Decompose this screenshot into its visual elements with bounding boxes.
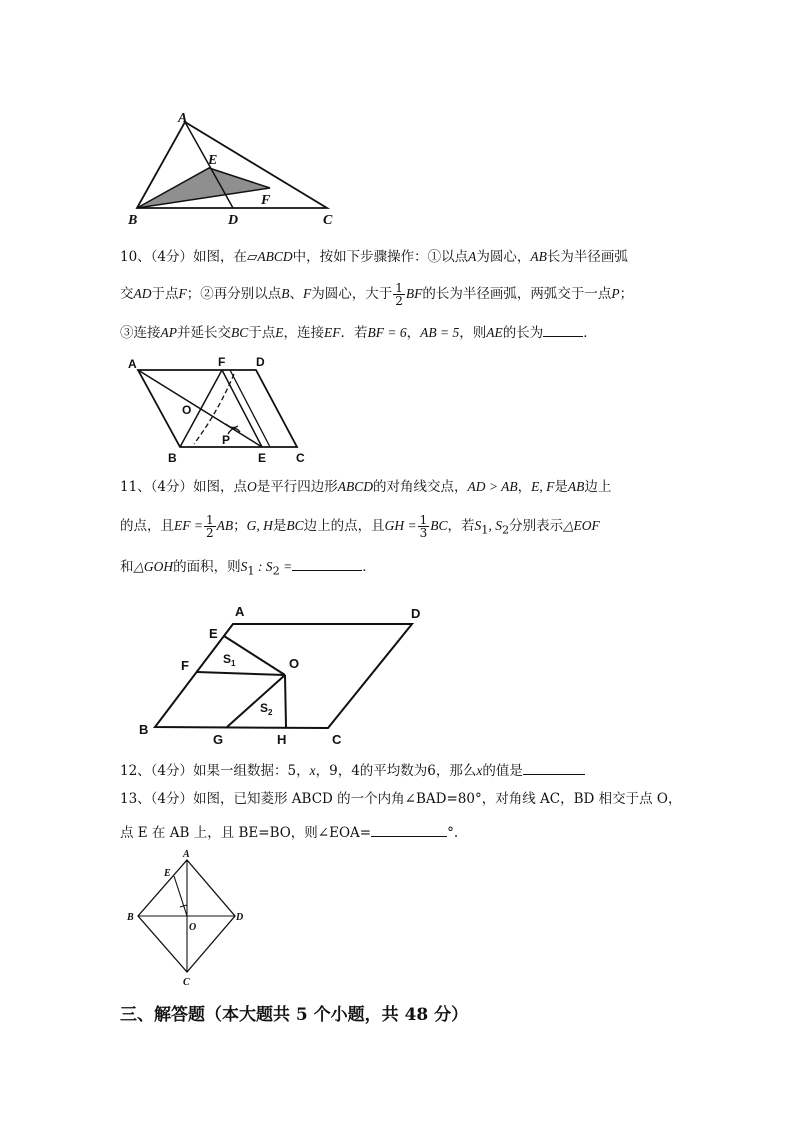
fraction-half: $\frac{1}{2}$	[205, 513, 214, 540]
label-d: D	[228, 213, 239, 228]
label-p: P	[222, 433, 231, 447]
label-a: A	[235, 604, 245, 619]
figure-parallelogram-q10	[122, 352, 322, 464]
label-o: O	[289, 656, 300, 671]
segment-eo	[224, 636, 285, 675]
question-11-line2: 的点，且EF = $\frac{1}{2}$ AB；G, H是BC边上的点，且GH = $\frac{1}{3}$ BC，若$S_1$, $S_2$分别表示△EOF	[120, 513, 600, 540]
label-e: E	[258, 451, 267, 465]
label-e: E	[164, 868, 171, 879]
label-s2: $S_2$	[260, 701, 273, 717]
segment-fe-inner	[230, 370, 270, 447]
figure-triangle-q9	[120, 108, 350, 230]
question-13-line2: 点 E 在 AB 上，且 BE=BO，则∠EOA= °.	[120, 822, 680, 842]
label-a: A	[178, 111, 188, 126]
label-a: A	[128, 357, 137, 371]
label-c: C	[183, 977, 190, 988]
segment-eo	[174, 876, 187, 916]
question-10-line3: ③连接AP并延长交BC于点E，连接EF．若BF = 6，AB = 5，则AE的长为 ．	[120, 322, 680, 342]
label-o: O	[189, 922, 197, 933]
label-a: A	[183, 849, 190, 860]
parallelogram-abcd	[138, 370, 297, 447]
answer-blank-q12[interactable]	[523, 760, 585, 775]
answer-blank-q10[interactable]	[543, 322, 583, 337]
label-c: C	[323, 213, 333, 228]
question-11: 11、（4分）如图，点O是平行四边形ABCD的对角线交点，AD > AB，E, F是AB边上	[120, 479, 612, 495]
label-f: F	[261, 193, 271, 208]
segment-go	[227, 675, 285, 727]
segment-fo	[197, 672, 285, 675]
label-c: C	[296, 451, 305, 465]
label-b: B	[168, 451, 177, 465]
label-c: C	[332, 732, 342, 747]
segment-ho	[285, 675, 286, 727]
question-10-line2: 交AD于点F；②再分别以点B、F为圆心，大于 $\frac{1}{2}$ BF的长为半径画弧，两弧交于一点P；	[120, 281, 634, 308]
figure-rhombus-q13	[124, 845, 254, 990]
figure-parallelogram-q11	[135, 600, 435, 748]
label-h: H	[277, 732, 287, 747]
label-d: D	[411, 606, 421, 621]
fraction-third: $\frac{1}{3}$	[419, 513, 428, 540]
question-11-line3: 和△GOH的面积，则$S_1$ : $S_2$ = ．	[120, 556, 680, 581]
answer-blank-q11[interactable]	[292, 556, 362, 571]
label-s1: $S_1$	[223, 652, 236, 668]
label-f: F	[181, 658, 189, 673]
question-12: 12、（4分）如果一组数据：5，x，9，4的平均数为6，那么x的值是	[120, 760, 680, 780]
label-e: E	[208, 153, 218, 168]
question-10: 10、（4分）如图，在▱ABCD中，按如下步骤操作：①以点A为圆心，AB长为半径画弧	[120, 249, 628, 265]
label-d: D	[236, 912, 244, 923]
answer-blank-q13[interactable]	[371, 822, 447, 837]
label-d: D	[256, 355, 265, 369]
label-b: B	[128, 213, 138, 228]
label-b: B	[127, 912, 134, 923]
segment-ae	[138, 370, 262, 447]
label-b: B	[139, 722, 149, 737]
label-f: F	[218, 355, 226, 369]
label-e: E	[209, 626, 218, 641]
fraction-half: $\frac{1}{2}$	[395, 281, 403, 308]
label-g: G	[213, 732, 224, 747]
section-heading-3: 三、解答题（本大题共 5 个小题，共 48 分）	[120, 1005, 469, 1025]
question-13: 13、（4分）如图，已知菱形 ABCD 的一个内角∠BAD=80°，对角线 AC，BD 相交于点 O，	[120, 791, 682, 807]
label-o: O	[182, 403, 192, 417]
